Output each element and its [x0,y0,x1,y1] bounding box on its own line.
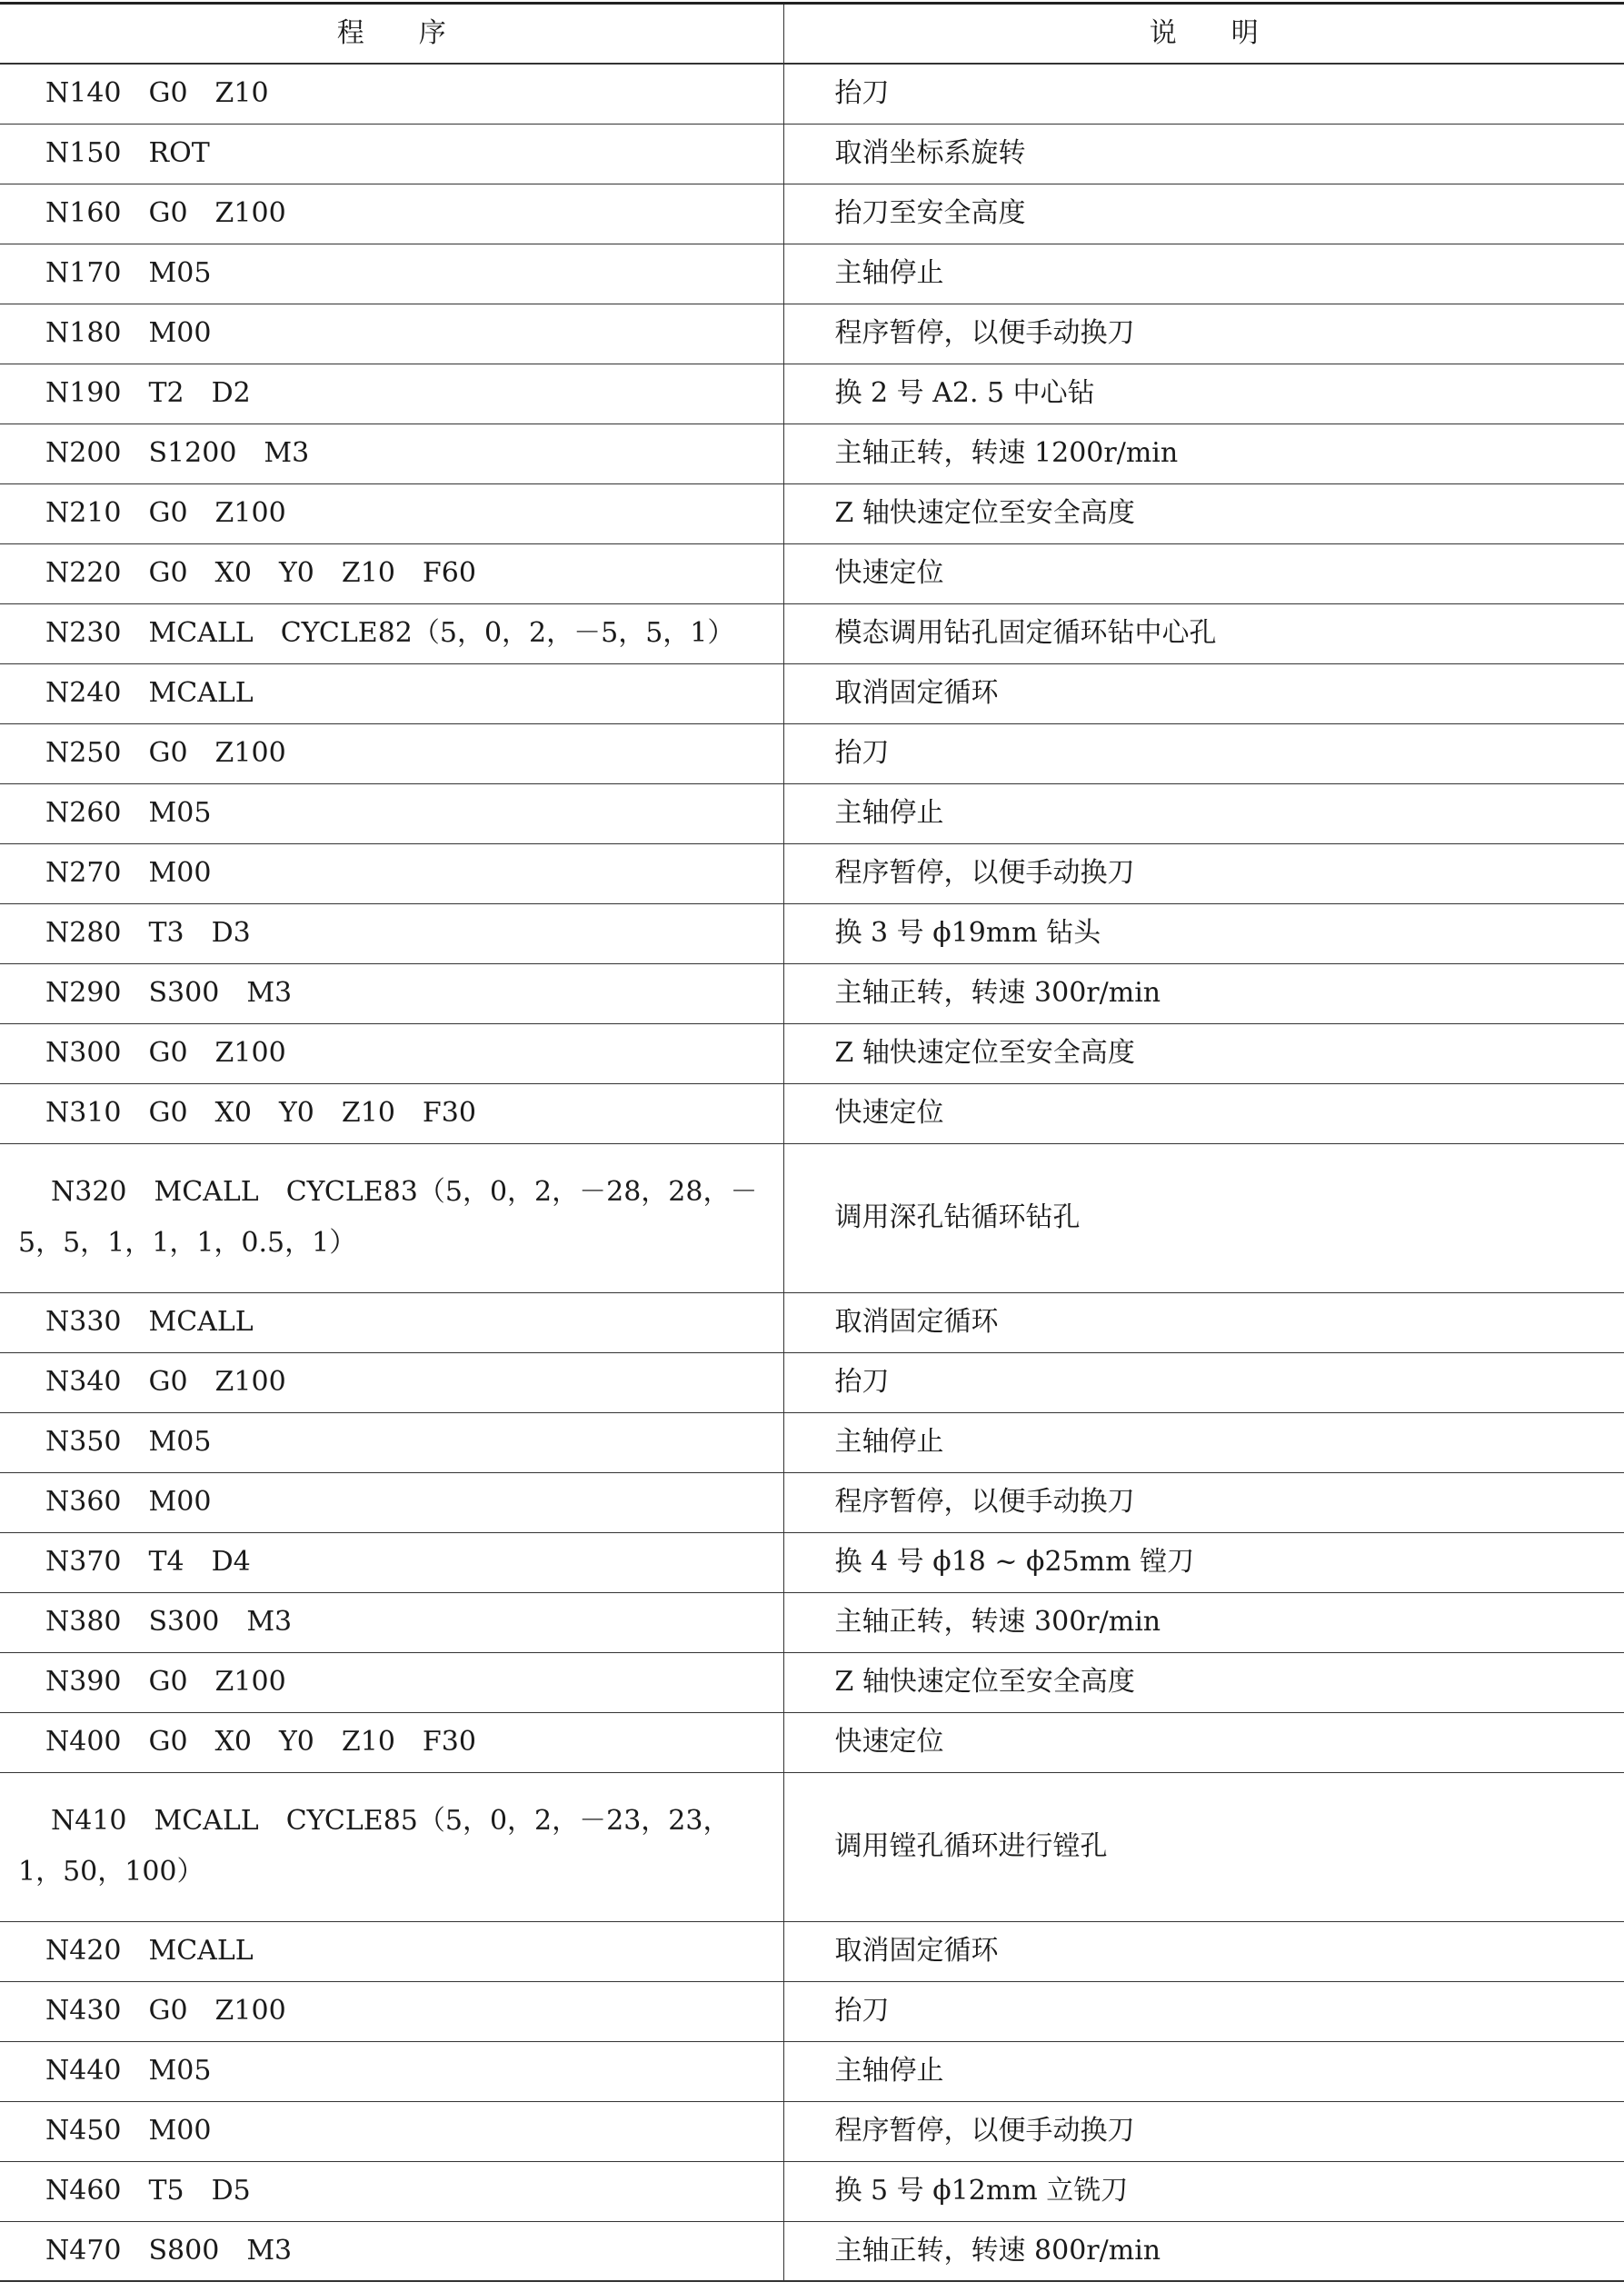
table-row [0,2221,1624,2281]
description-cell: 主轴正转，转速 300r/min [783,1592,1624,1652]
table-row [0,603,1624,663]
program-cell: N140 G0 Z10 [0,64,783,124]
table-row [0,1981,1624,2041]
description-cell: 抬刀 [783,1981,1624,2041]
header-row [0,4,1624,65]
description-cell: 程序暂停，以便手动换刀 [783,304,1624,364]
description-cell: Z 轴快速定位至安全高度 [783,1023,1624,1083]
program-cell: N440 M05 [0,2041,783,2101]
table-row [0,1412,1624,1472]
program-cell: N360 M00 [0,1472,783,1532]
table-row [0,2041,1624,2101]
program-cell: N380 S300 M3 [0,1592,783,1652]
table-header [0,4,1624,65]
table-row [0,1472,1624,1532]
description-cell: 程序暂停，以便手动换刀 [783,1472,1624,1532]
description-cell: Z 轴快速定位至安全高度 [783,1652,1624,1712]
description-cell: 程序暂停，以便手动换刀 [783,843,1624,903]
program-cell: N170 M05 [0,244,783,304]
table-row [0,1532,1624,1592]
description-cell: 程序暂停，以便手动换刀 [783,2101,1624,2161]
description-cell: 主轴停止 [783,2041,1624,2101]
table-row [0,1143,1624,1292]
description-cell: 模态调用钻孔固定循环钻中心孔 [783,603,1624,663]
description-cell: Z 轴快速定位至安全高度 [783,483,1624,543]
table-row [0,2161,1624,2221]
program-cell: N210 G0 Z100 [0,483,783,543]
description-cell: 抬刀至安全高度 [783,184,1624,244]
table-row [0,2101,1624,2161]
description-cell: 快速定位 [783,1083,1624,1143]
table-row [0,1292,1624,1352]
program-cell: N310 G0 X0 Y0 Z10 F30 [0,1083,783,1143]
description-cell: 调用镗孔循环进行镗孔 [783,1772,1624,1921]
description-cell: 主轴停止 [783,1412,1624,1472]
description-cell: 主轴停止 [783,244,1624,304]
program-cell: N280 T3 D3 [0,903,783,963]
table-row [0,783,1624,843]
description-cell: 换 5 号 ϕ12mm 立铣刀 [783,2161,1624,2221]
description-cell: 快速定位 [783,1712,1624,1772]
program-cell: N460 T5 D5 [0,2161,783,2221]
program-cell: N410 MCALL CYCLE85（5，0，2，－23，23，1，50，100） [0,1772,783,1921]
description-cell: 取消坐标系旋转 [783,124,1624,184]
program-cell: N430 G0 Z100 [0,1981,783,2041]
program-cell: N250 G0 Z100 [0,723,783,783]
description-cell: 取消固定循环 [783,663,1624,723]
table-row [0,424,1624,483]
description-cell: 快速定位 [783,543,1624,603]
table-row [0,1083,1624,1143]
program-cell: N330 MCALL [0,1292,783,1352]
table-row [0,843,1624,903]
program-cell: N340 G0 Z100 [0,1352,783,1412]
description-cell: 抬刀 [783,723,1624,783]
program-cell: N180 M00 [0,304,783,364]
program-cell: N160 G0 Z100 [0,184,783,244]
table-row [0,304,1624,364]
table-body [0,64,1624,2281]
table-row [0,1352,1624,1412]
table-row [0,184,1624,244]
table-row [0,483,1624,543]
description-column-header: 说 明 [783,4,1624,65]
table-row [0,1921,1624,1981]
program-cell: N300 G0 Z100 [0,1023,783,1083]
table-row [0,1772,1624,1921]
program-cell: N240 MCALL [0,663,783,723]
description-cell: 主轴正转，转速 800r/min [783,2221,1624,2281]
program-cell: N230 MCALL CYCLE82（5，0，2，－5，5，1） [0,603,783,663]
table-row [0,963,1624,1023]
program-cell: N350 M05 [0,1412,783,1472]
table-row [0,663,1624,723]
description-cell: 抬刀 [783,1352,1624,1412]
description-cell: 主轴正转，转速 300r/min [783,963,1624,1023]
description-cell: 换 2 号 A2. 5 中心钻 [783,364,1624,424]
program-cell: N320 MCALL CYCLE83（5，0，2，－28，28，－5，5，1，1，1，0.5，1） [0,1143,783,1292]
table-row [0,124,1624,184]
program-cell: N450 M00 [0,2101,783,2161]
program-cell: N270 M00 [0,843,783,903]
table-row [0,543,1624,603]
program-cell: N200 S1200 M3 [0,424,783,483]
table-row [0,1592,1624,1652]
description-cell: 换 3 号 ϕ19mm 钻头 [783,903,1624,963]
table-row [0,1023,1624,1083]
table-row [0,364,1624,424]
description-cell: 主轴正转，转速 1200r/min [783,424,1624,483]
description-cell: 抬刀 [783,64,1624,124]
program-cell: N290 S300 M3 [0,963,783,1023]
program-cell: N220 G0 X0 Y0 Z10 F60 [0,543,783,603]
program-cell: N390 G0 Z100 [0,1652,783,1712]
program-cell: N190 T2 D2 [0,364,783,424]
description-cell: 换 4 号 ϕ18 ~ ϕ25mm 镗刀 [783,1532,1624,1592]
description-cell: 主轴停止 [783,783,1624,843]
table-row [0,1712,1624,1772]
program-cell: N470 S800 M3 [0,2221,783,2281]
description-cell: 取消固定循环 [783,1921,1624,1981]
table-row [0,1652,1624,1712]
description-cell: 调用深孔钻循环钻孔 [783,1143,1624,1292]
program-cell: N260 M05 [0,783,783,843]
table-row [0,903,1624,963]
program-table [0,2,1624,2282]
program-cell: N150 ROT [0,124,783,184]
program-cell: N420 MCALL [0,1921,783,1981]
program-cell: N370 T4 D4 [0,1532,783,1592]
description-cell: 取消固定循环 [783,1292,1624,1352]
program-column-header: 程 序 [0,4,783,65]
table-row [0,723,1624,783]
table-row [0,244,1624,304]
program-cell: N400 G0 X0 Y0 Z10 F30 [0,1712,783,1772]
table-row [0,64,1624,124]
